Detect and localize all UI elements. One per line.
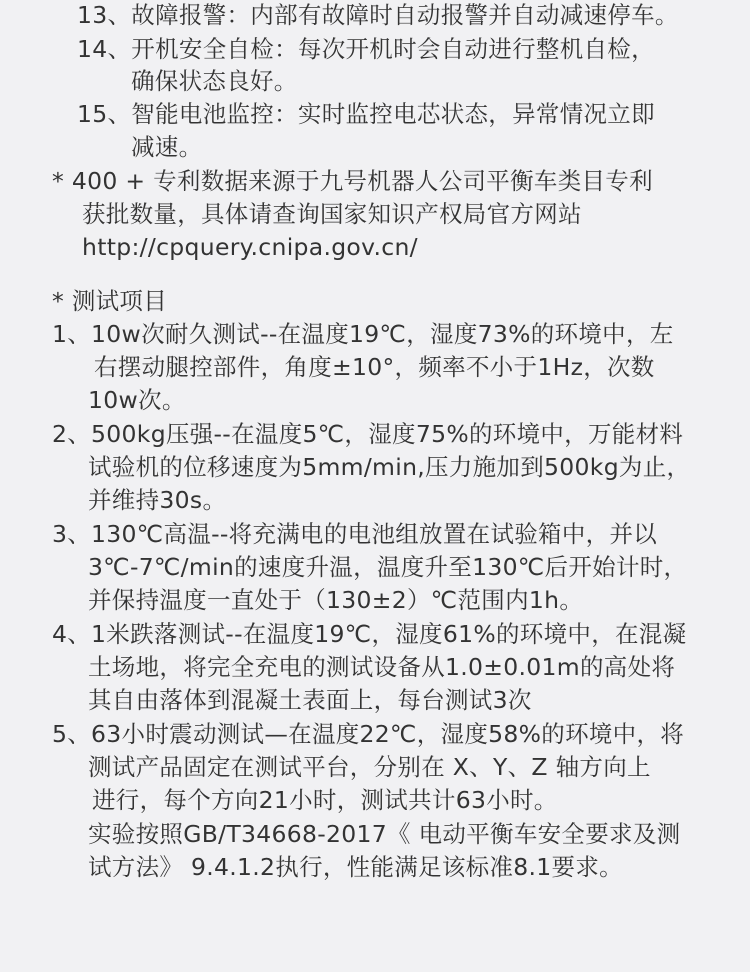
text-line: 14、开机安全自检：每次开机时会自动进行整机自检，: [77, 35, 655, 63]
text-line: 土场地，将完全充电的测试设备从1.0±0.01m的高处将: [88, 653, 676, 681]
text-line: 5、63小时震动测试—在温度22℃，湿度58%的环境中，将: [52, 720, 685, 748]
text-line: 右摆动腿控部件，角度±10°，频率不小于1Hz，次数: [94, 353, 655, 381]
tests-heading: * 测试项目: [52, 287, 168, 315]
text-line: 其自由落体到混凝土表面上，每台测试3次: [88, 686, 532, 714]
text-line: 试验机的位移速度为5mm/min,压力施加到500kg为止，: [88, 453, 691, 481]
text-line: 4、1米跌落测试--在温度19℃，湿度61%的环境中，在混凝: [52, 620, 687, 648]
text-line: 进行，每个方向21小时，测试共计63小时。: [92, 786, 558, 814]
text-line: 13、故障报警：内部有故障时自动报警并自动减速停车。: [77, 1, 679, 29]
text-line: 1、10w次耐久测试--在温度19℃，湿度73%的环境中，左: [52, 320, 674, 348]
text-line: 确保状态良好。: [131, 67, 298, 95]
text-line: 实验按照GB/T34668-2017《 电动平衡车安全要求及测: [88, 820, 681, 848]
text-line: * 400 + 专利数据来源于九号机器人公司平衡车类目专利: [52, 167, 653, 195]
text-line: 试方法》 9.4.1.2执行，性能满足该标准8.1要求。: [88, 853, 623, 881]
text-line: 并维持30s。: [88, 486, 227, 514]
patent-url: http://cpquery.cnipa.gov.cn/: [82, 233, 418, 261]
text-line: 2、500kg压强--在温度5℃，湿度75%的环境中，万能材料: [52, 420, 684, 448]
text-line: 测试产品固定在测试平台，分别在 X、Y、Z 轴方向上: [88, 753, 651, 781]
text-line: 15、智能电池监控：实时监控电芯状态，异常情况立即: [77, 100, 655, 128]
text-line: 并保持温度一直处于（130±2）℃范围内1h。: [88, 586, 584, 614]
text-line: 获批数量，具体请查询国家知识产权局官方网站: [82, 200, 582, 228]
text-line: 减速。: [131, 133, 203, 161]
text-line: 3℃-7℃/min的速度升温，温度升至130℃后开始计时，: [88, 553, 688, 581]
text-line: 10w次。: [88, 386, 186, 414]
text-line: 3、130℃高温--将充满电的电池组放置在试验箱中，并以: [52, 520, 658, 548]
